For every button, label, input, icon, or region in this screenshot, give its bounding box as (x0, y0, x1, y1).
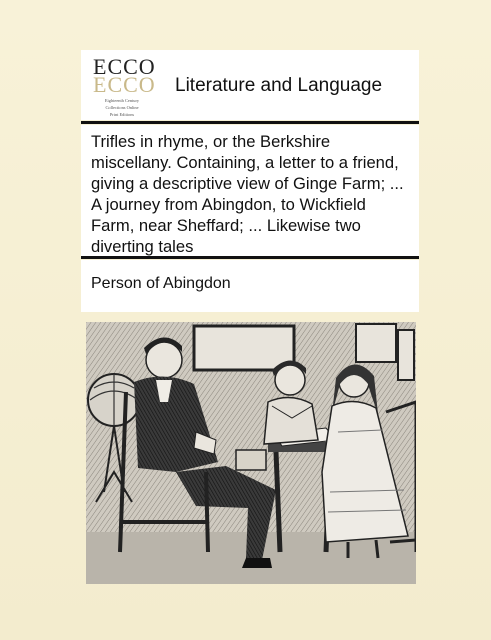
title-box (81, 125, 419, 256)
divider-top (81, 121, 419, 124)
book-title: Trifles in rhyme, or the Berkshire miscellany. Containing, a letter to a friend, giving a descriptive view of Ginge Farm; ... A journey from Abingdon, to Wickfield Farm, near Sheffard; ... Likewise two diverting tales (91, 132, 404, 256)
engraving-icon (86, 322, 416, 584)
author-box (81, 260, 419, 312)
series-title: Literature and Language (175, 75, 383, 96)
logo-mark-reflection: ECCO (93, 72, 156, 97)
ecco-logo (93, 54, 156, 118)
book-author: Person of Abingdon (91, 275, 231, 292)
logo-subtitle-2: Collections Online (105, 105, 139, 111)
logo-subtitle-3: Print Editions (109, 112, 135, 118)
series-header (81, 50, 419, 120)
cover-illustration (86, 322, 416, 584)
logo-mark: ECCO (93, 54, 156, 79)
divider-bottom (81, 256, 419, 259)
logo-subtitle-1: Eighteenth Century (104, 98, 140, 103)
